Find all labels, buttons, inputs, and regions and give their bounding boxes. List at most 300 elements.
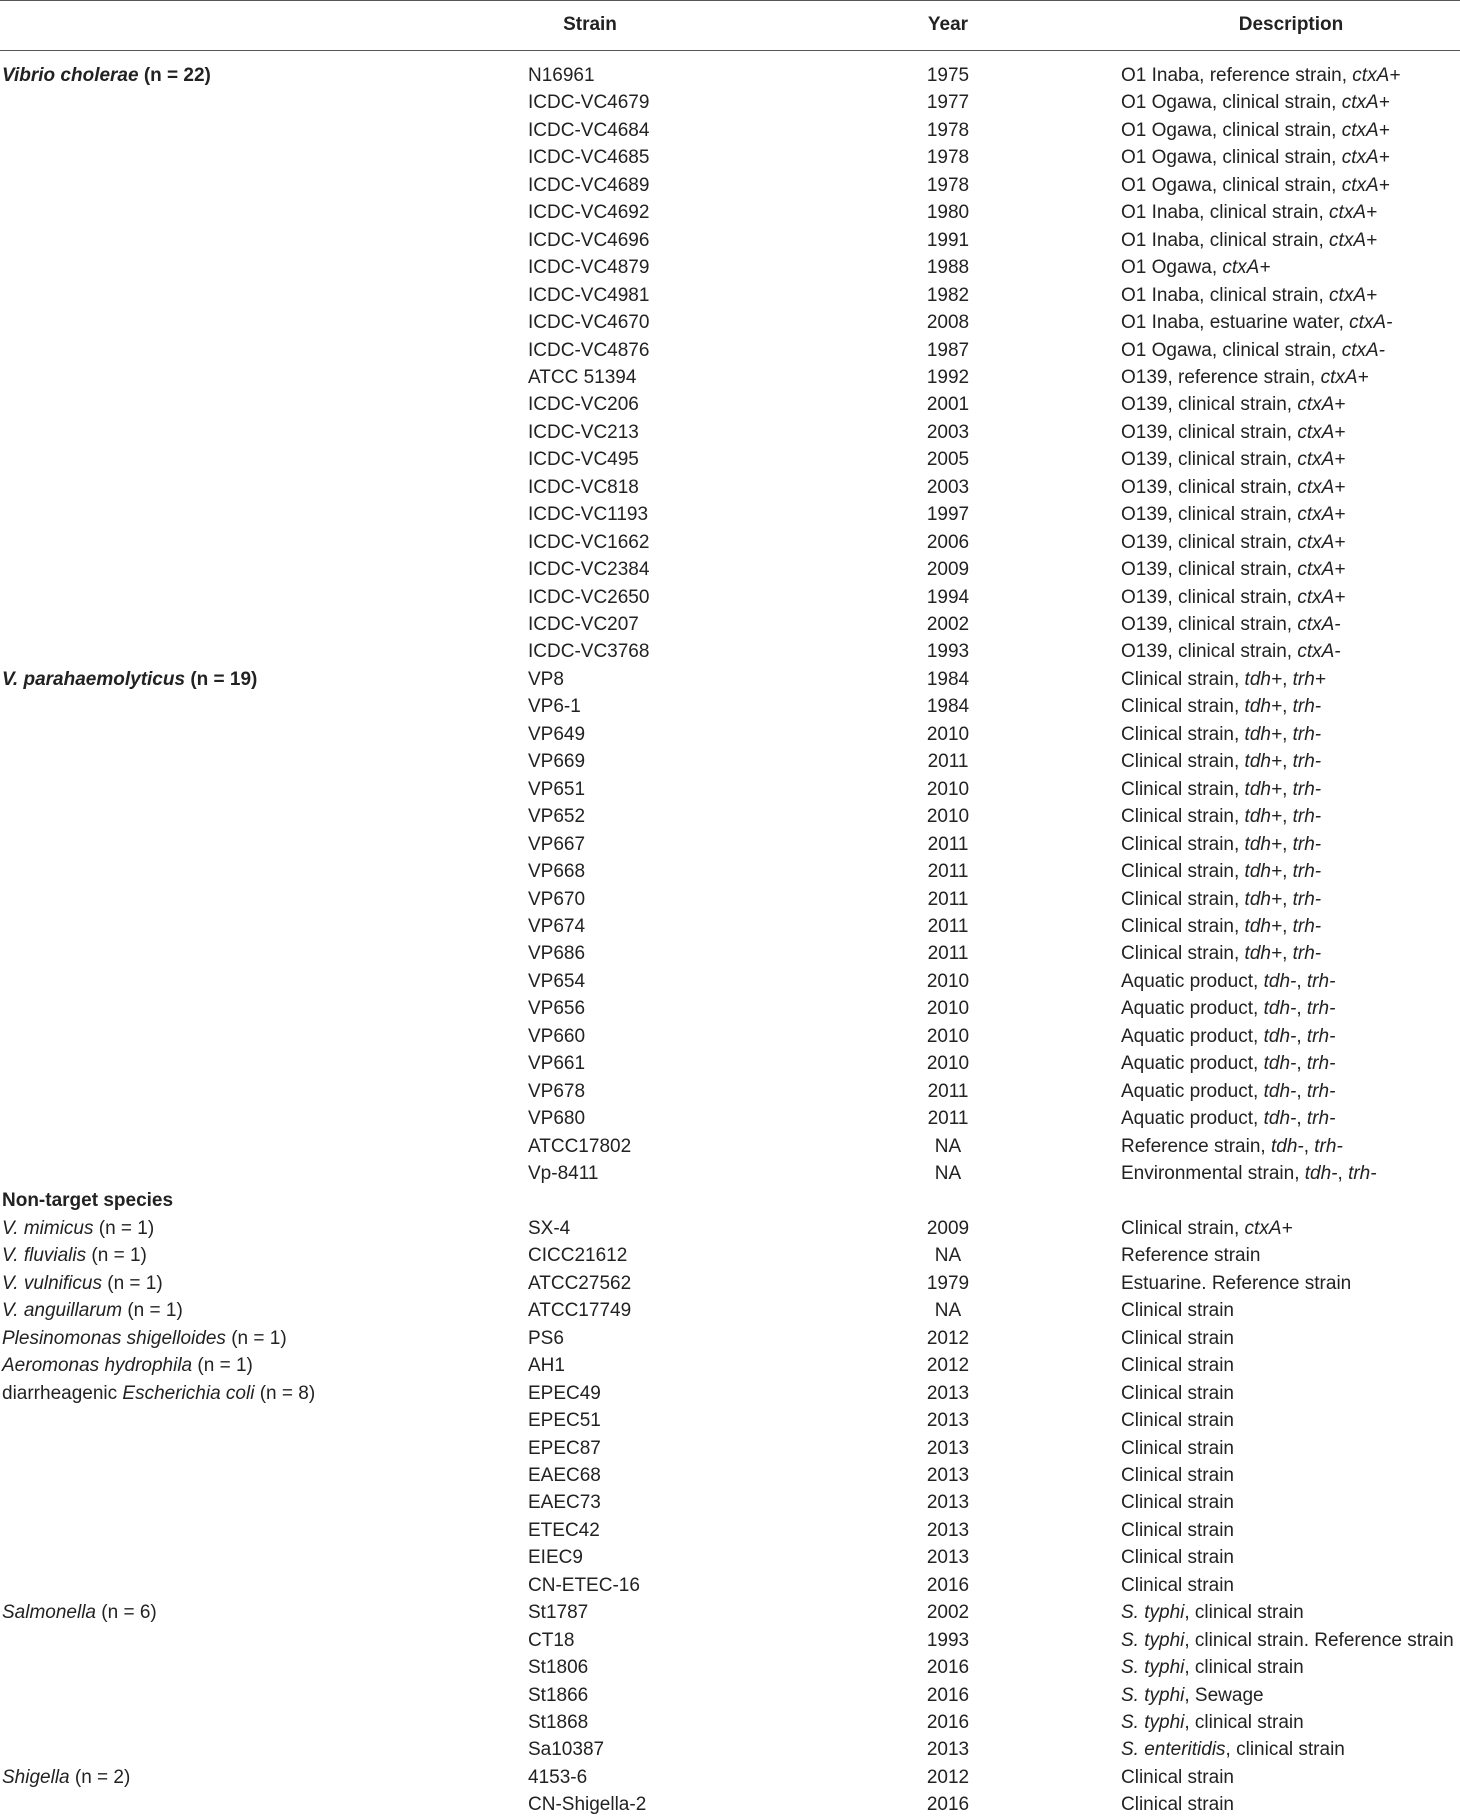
text-run: S. typhi <box>1121 1629 1185 1651</box>
species-cell <box>2 1215 522 1243</box>
text-run: tdh+ <box>1244 943 1283 965</box>
text-run: Clinical strain <box>1121 1437 1234 1459</box>
table-row <box>0 1435 1460 1463</box>
strain-cell: ICDC-VC206 <box>528 394 639 416</box>
text-run: O1 Inaba, clinical strain, <box>1121 284 1330 306</box>
text-run: (n = 1) <box>192 1355 253 1377</box>
description-cell <box>1121 1764 1460 1792</box>
text-run: , <box>1303 1135 1315 1157</box>
table-row <box>0 529 1460 557</box>
strain-cell: VP670 <box>528 888 586 910</box>
text-run: O139, clinical strain, <box>1121 421 1298 443</box>
text-run: (n = 1) <box>122 1300 183 1322</box>
table-row <box>0 1682 1460 1710</box>
text-run: , <box>1282 751 1293 773</box>
text-run: S. typhi <box>1121 1657 1185 1679</box>
description-cell <box>1121 419 1460 447</box>
species-cell <box>2 1627 522 1655</box>
text-run: (n = 19) <box>185 668 258 690</box>
description-cell <box>1121 337 1460 365</box>
text-run: tdh- <box>1270 1135 1304 1157</box>
year-cell: 1988 <box>926 257 970 279</box>
strain-cell: ICDC-VC4689 <box>528 174 650 196</box>
species-cell <box>2 995 522 1023</box>
text-run: ctxA+ <box>1297 504 1346 526</box>
table-row <box>0 913 1460 941</box>
species-cell <box>2 1242 522 1270</box>
text-run: Clinical strain <box>1121 1574 1234 1596</box>
year-cell: 2013 <box>926 1519 970 1541</box>
description-cell <box>1121 474 1460 502</box>
strain-cell: ICDC-VC4696 <box>528 229 650 251</box>
description-cell <box>1121 1791 1460 1819</box>
text-run: Aquatic product, <box>1121 1108 1264 1130</box>
strain-cell: N16961 <box>528 65 595 86</box>
text-run: O1 Ogawa, clinical strain, <box>1121 119 1342 141</box>
strain-cell: VP6-1 <box>528 696 581 718</box>
species-cell <box>2 611 522 639</box>
text-run: (n = 1) <box>101 1272 163 1294</box>
year-cell: 2003 <box>926 421 970 443</box>
text-run: trh- <box>1306 1053 1336 1075</box>
text-run: (n = 1) <box>225 1327 287 1349</box>
text-run: Clinical strain, <box>1121 778 1245 800</box>
description-cell <box>1121 309 1460 337</box>
strain-cell: SX-4 <box>528 1217 571 1239</box>
year-cell: 2002 <box>926 1602 970 1624</box>
text-run: O139, clinical strain, <box>1121 559 1298 581</box>
species-cell <box>2 227 522 255</box>
year-cell: 2011 <box>927 1080 969 1102</box>
description-cell <box>1121 446 1460 474</box>
species-cell <box>2 584 522 612</box>
description-cell <box>1121 1462 1460 1490</box>
year-cell: 2002 <box>926 614 970 635</box>
year-cell: 2009 <box>926 1217 970 1239</box>
table-row <box>0 1270 1460 1298</box>
strain-cell: ATCC17749 <box>528 1300 632 1322</box>
year-cell: NA <box>934 1163 962 1184</box>
text-run: , <box>1282 668 1293 690</box>
text-run: , <box>1282 861 1293 883</box>
table-row <box>0 940 1460 968</box>
table-row <box>0 666 1460 694</box>
strain-cell: EPEC87 <box>528 1437 601 1459</box>
strain-cell: VP8 <box>528 668 564 690</box>
text-run: Clinical strain <box>1121 1794 1234 1816</box>
table-row <box>0 1078 1460 1106</box>
description-cell <box>1121 1160 1460 1188</box>
table-row <box>0 1215 1460 1243</box>
text-run: Aquatic product, <box>1121 1053 1264 1075</box>
text-run: Clinical strain <box>1121 1464 1234 1486</box>
text-run: , clinical strain. Reference strain <box>1184 1629 1454 1651</box>
table-row <box>0 1517 1460 1545</box>
description-cell <box>1121 501 1460 529</box>
table-row <box>0 309 1460 337</box>
text-run: ctxA+ <box>1341 92 1390 114</box>
table-row <box>0 1380 1460 1408</box>
description-cell <box>1121 199 1460 227</box>
species-cell <box>2 254 522 282</box>
year-cell: 1979 <box>926 1272 970 1294</box>
text-run: trh- <box>1292 861 1322 883</box>
table-row <box>0 172 1460 200</box>
text-run: Aquatic product, <box>1121 1025 1264 1047</box>
text-run: Clinical strain, <box>1121 723 1245 745</box>
text-run: S. typhi <box>1121 1684 1185 1706</box>
table-row <box>0 364 1460 392</box>
description-cell <box>1121 62 1460 90</box>
table-row <box>0 1462 1460 1490</box>
description-cell <box>1121 666 1460 694</box>
text-run: O139, clinical strain, <box>1121 586 1298 608</box>
description-cell <box>1121 1654 1460 1682</box>
table-row <box>0 446 1460 474</box>
species-cell <box>2 1023 522 1051</box>
text-run: ctxA- <box>1349 312 1393 334</box>
table-row <box>0 638 1460 666</box>
description-cell <box>1121 858 1460 886</box>
species-cell <box>2 1764 522 1792</box>
strain-cell: ICDC-VC4685 <box>528 147 650 169</box>
year-cell: 2013 <box>926 1547 970 1569</box>
species-cell <box>2 1599 522 1627</box>
year-cell: 2003 <box>926 476 970 498</box>
year-cell: 2011 <box>927 1108 969 1130</box>
text-run: trh+ <box>1292 668 1326 690</box>
description-cell <box>1121 803 1460 831</box>
text-run: Clinical strain <box>1121 1300 1234 1322</box>
species-cell <box>2 474 522 502</box>
description-cell <box>1121 364 1460 392</box>
text-run: ctxA- <box>1297 614 1341 635</box>
description-cell <box>1121 144 1460 172</box>
table-row <box>0 611 1460 639</box>
table-row <box>0 199 1460 227</box>
text-run: tdh+ <box>1244 861 1283 883</box>
species-cell <box>2 199 522 227</box>
text-run: Clinical strain <box>1121 1410 1234 1432</box>
description-cell <box>1121 721 1460 749</box>
text-run: , <box>1282 833 1293 855</box>
header-strain: Strain <box>563 14 617 35</box>
strain-cell: ICDC-VC1193 <box>528 504 649 526</box>
year-cell: NA <box>934 1300 962 1322</box>
species-cell <box>2 1407 522 1435</box>
text-run: ctxA+ <box>1297 559 1346 581</box>
species-cell <box>2 858 522 886</box>
year-cell: 2010 <box>926 998 970 1020</box>
table-row <box>0 1325 1460 1353</box>
table-row <box>0 1764 1460 1792</box>
strain-cell: EPEC51 <box>528 1410 601 1432</box>
year-cell: 2012 <box>926 1766 970 1788</box>
species-cell <box>2 1325 522 1353</box>
species-cell <box>2 940 522 968</box>
species-cell <box>2 748 522 776</box>
header-description: Description <box>1238 14 1344 35</box>
text-run: , <box>1296 1053 1307 1075</box>
year-cell: 2011 <box>927 833 969 855</box>
table-row <box>0 693 1460 721</box>
text-run: Non-target species <box>2 1190 174 1212</box>
year-cell: 2013 <box>926 1492 970 1514</box>
text-run: Clinical strain, <box>1121 915 1245 937</box>
species-cell <box>2 282 522 310</box>
species-cell <box>2 1462 522 1490</box>
text-run: , <box>1296 970 1307 992</box>
strain-cell: St1868 <box>528 1712 589 1733</box>
description-cell <box>1121 1682 1460 1710</box>
text-run: V. vulnificus <box>2 1272 102 1294</box>
strain-cell: PS6 <box>528 1327 564 1349</box>
table-row <box>0 419 1460 447</box>
text-run: Environmental strain, <box>1121 1163 1305 1184</box>
table-row <box>0 584 1460 612</box>
text-run: O139, clinical strain, <box>1121 476 1298 498</box>
text-run: Reference strain, <box>1121 1135 1271 1157</box>
description-cell <box>1121 1325 1460 1353</box>
strain-cell: ICDC-VC2384 <box>528 559 650 581</box>
strain-cell: 4153-6 <box>528 1766 588 1788</box>
text-run: O1 Ogawa, clinical strain, <box>1121 92 1342 114</box>
text-run: , <box>1282 723 1293 745</box>
strain-cell: ICDC-VC2650 <box>528 586 650 608</box>
table-row <box>0 117 1460 145</box>
species-cell <box>2 309 522 337</box>
text-run: Aquatic product, <box>1121 1080 1264 1102</box>
description-cell <box>1121 1517 1460 1545</box>
description-cell <box>1121 1352 1460 1380</box>
year-cell: NA <box>934 1135 962 1157</box>
text-run: trh- <box>1306 970 1336 992</box>
text-run: trh- <box>1292 723 1322 745</box>
text-run: trh- <box>1348 1163 1377 1184</box>
text-run: S. enteritidis <box>1121 1739 1226 1761</box>
species-cell <box>2 831 522 859</box>
text-run: V. anguillarum <box>2 1300 123 1322</box>
text-run: , <box>1296 1108 1307 1130</box>
text-run: Clinical strain <box>1121 1382 1234 1404</box>
strain-cell: ICDC-VC207 <box>528 614 639 635</box>
description-cell <box>1121 1078 1460 1106</box>
strain-cell: ATCC17802 <box>528 1135 632 1157</box>
year-cell: 2011 <box>927 915 969 937</box>
year-cell: 1984 <box>926 668 970 690</box>
text-run: O139, clinical strain, <box>1121 641 1298 663</box>
text-run: (n = 22) <box>138 65 211 86</box>
year-cell: 1975 <box>926 65 970 86</box>
text-run: Clinical strain <box>1121 1355 1234 1377</box>
table-row <box>0 1133 1460 1161</box>
description-cell <box>1121 529 1460 557</box>
species-cell <box>2 1791 522 1819</box>
text-run: Vibrio cholerae <box>2 65 139 86</box>
description-cell <box>1121 1489 1460 1517</box>
text-run: , clinical strain <box>1184 1602 1304 1624</box>
text-run: ctxA+ <box>1341 147 1390 169</box>
text-run: Shigella <box>2 1766 70 1788</box>
text-run: ctxA+ <box>1341 174 1390 196</box>
strain-cell: VP649 <box>528 723 586 745</box>
table-row <box>0 858 1460 886</box>
description-cell <box>1121 776 1460 804</box>
top-rule <box>0 0 1460 1</box>
text-run: ctxA+ <box>1352 65 1401 86</box>
species-cell <box>2 1654 522 1682</box>
year-cell: 1982 <box>926 284 970 306</box>
year-cell: 1977 <box>926 92 970 114</box>
table-row <box>0 1736 1460 1764</box>
text-run: O1 Inaba, reference strain, <box>1121 65 1353 86</box>
strain-cell: Sa10387 <box>528 1739 605 1761</box>
table-row <box>0 556 1460 584</box>
table-row <box>0 1187 1460 1215</box>
text-run: ctxA+ <box>1297 586 1346 608</box>
species-cell <box>2 1682 522 1710</box>
description-cell <box>1121 584 1460 612</box>
description-cell <box>1121 1133 1460 1161</box>
text-run: tdh+ <box>1244 888 1283 910</box>
year-cell: 2011 <box>927 943 969 965</box>
strain-cell: ICDC-VC4692 <box>528 202 650 224</box>
species-cell <box>2 337 522 365</box>
table-row <box>0 831 1460 859</box>
year-cell: 1991 <box>926 229 970 251</box>
text-run: Estuarine. Reference strain <box>1121 1272 1352 1294</box>
text-run: trh- <box>1292 778 1322 800</box>
text-run: Clinical strain, <box>1121 833 1245 855</box>
species-cell <box>2 1380 522 1408</box>
strain-cell: St1806 <box>528 1657 589 1679</box>
text-run: tdh+ <box>1244 915 1283 937</box>
strain-cell: ICDC-VC1662 <box>528 531 650 553</box>
year-cell <box>828 1187 1068 1215</box>
description-cell <box>1121 1242 1460 1270</box>
text-run: (n = 8) <box>254 1382 316 1404</box>
text-run: Aeromonas hydrophila <box>2 1355 193 1377</box>
description-cell <box>1121 1380 1460 1408</box>
text-run: trh- <box>1292 751 1322 773</box>
text-run: Clinical strain, <box>1121 751 1245 773</box>
description-cell <box>1121 1270 1460 1298</box>
text-run: Aquatic product, <box>1121 970 1264 992</box>
species-cell <box>2 501 522 529</box>
text-run: O139, clinical strain, <box>1121 614 1298 635</box>
description-cell <box>1121 1544 1460 1572</box>
text-run: , <box>1282 915 1293 937</box>
table-row <box>0 1709 1460 1737</box>
header-rule <box>0 50 1460 51</box>
strain-cell: ICDC-VC213 <box>528 421 639 443</box>
text-run: tdh+ <box>1244 778 1283 800</box>
description-cell <box>1121 831 1460 859</box>
strain-cell: Vp-8411 <box>528 1163 599 1184</box>
species-cell <box>2 666 522 694</box>
strain-cell: ATCC 51394 <box>528 366 637 388</box>
strain-cell: VP651 <box>528 778 586 800</box>
table-row <box>0 337 1460 365</box>
year-cell: 1987 <box>926 339 970 361</box>
text-run: Clinical strain <box>1121 1766 1234 1788</box>
strain-cell: VP668 <box>528 861 586 883</box>
text-run: Salmonella <box>2 1602 96 1624</box>
text-run: trh- <box>1292 833 1322 855</box>
description-cell <box>1121 1187 1460 1215</box>
text-run: S. typhi <box>1121 1602 1185 1624</box>
species-cell <box>2 556 522 584</box>
year-cell: 1984 <box>926 696 970 718</box>
year-cell: NA <box>934 1245 962 1267</box>
strain-cell: CICC21612 <box>528 1245 628 1267</box>
year-cell: 2016 <box>926 1794 970 1816</box>
year-cell: 2010 <box>926 1053 970 1075</box>
strain-cell: ETEC42 <box>528 1519 600 1541</box>
text-run: O139, reference strain, <box>1121 366 1321 388</box>
species-cell <box>2 62 522 90</box>
text-run: , Sewage <box>1184 1684 1264 1706</box>
text-run: ctxA+ <box>1297 449 1346 471</box>
text-run: trh- <box>1306 1108 1336 1130</box>
description-cell <box>1121 254 1460 282</box>
strain-cell: AH1 <box>528 1355 565 1377</box>
species-cell <box>2 1050 522 1078</box>
text-run: ctxA+ <box>1244 1217 1293 1239</box>
text-run: ctxA+ <box>1329 284 1378 306</box>
table-row <box>0 1297 1460 1325</box>
text-run: tdh- <box>1263 1108 1297 1130</box>
strain-cell: ICDC-VC4670 <box>528 312 650 334</box>
text-run: , <box>1282 778 1293 800</box>
text-run: (n = 2) <box>69 1766 131 1788</box>
text-run: ctxA+ <box>1320 366 1369 388</box>
text-run: V. parahaemolyticus <box>2 668 186 690</box>
text-run: trh- <box>1306 998 1336 1020</box>
text-run: , <box>1296 1080 1307 1102</box>
text-run: ctxA+ <box>1329 202 1378 224</box>
description-cell <box>1121 1407 1460 1435</box>
text-run: tdh+ <box>1244 833 1283 855</box>
text-run: trh- <box>1292 915 1322 937</box>
text-run: Clinical strain, <box>1121 943 1245 965</box>
table-row <box>0 1160 1460 1188</box>
text-run: V. fluvialis <box>2 1245 87 1267</box>
description-cell <box>1121 1023 1460 1051</box>
text-run: , <box>1282 943 1293 965</box>
table-row <box>0 1407 1460 1435</box>
year-cell: 2010 <box>926 1025 970 1047</box>
text-run: trh- <box>1292 696 1322 718</box>
year-cell: 2013 <box>926 1382 970 1404</box>
description-cell <box>1121 611 1460 639</box>
table-row <box>0 227 1460 255</box>
table-row <box>0 1105 1460 1133</box>
description-cell <box>1121 1709 1460 1737</box>
species-cell <box>2 1489 522 1517</box>
text-run: , clinical strain <box>1184 1657 1304 1679</box>
table-row <box>0 803 1460 831</box>
text-run: ctxA+ <box>1297 476 1346 498</box>
text-run: O1 Ogawa, clinical strain, <box>1121 147 1342 169</box>
year-cell: 1993 <box>926 641 970 663</box>
table-row <box>0 501 1460 529</box>
table-row <box>0 1489 1460 1517</box>
year-cell: 2006 <box>926 531 970 553</box>
table-row <box>0 1544 1460 1572</box>
table-row <box>0 1023 1460 1051</box>
strain-cell: VP680 <box>528 1108 586 1130</box>
